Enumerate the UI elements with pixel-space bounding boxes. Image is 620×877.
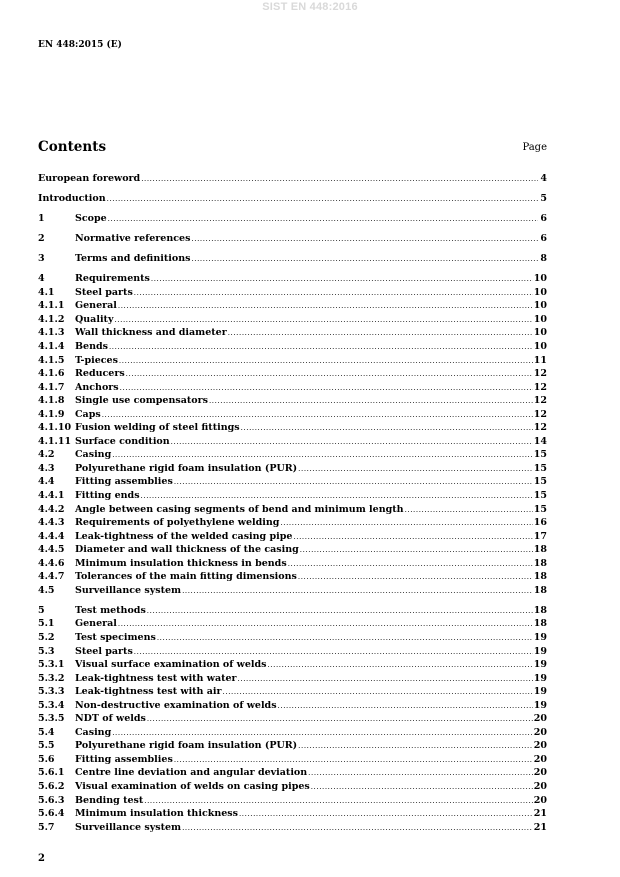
toc-dot-leader	[241, 422, 533, 436]
toc-entry-title: T-pieces	[75, 354, 118, 366]
toc-entry-number: 4.4.6	[38, 557, 65, 569]
toc-dot-leader	[182, 822, 533, 836]
toc-entry-number: 5.6.3	[38, 794, 65, 806]
toc-entry-number: 4.1.6	[38, 368, 65, 380]
toc-entry-number: 4.4.4	[38, 530, 65, 542]
toc-dot-leader	[174, 754, 533, 768]
toc-dot-leader	[134, 646, 533, 660]
toc-dot-leader	[308, 767, 533, 781]
toc-dot-leader	[278, 700, 533, 714]
toc-entry-number: 1	[38, 213, 45, 225]
toc-entry[interactable]	[38, 516, 547, 530]
toc-entry-title: NDT of welds	[75, 713, 146, 725]
toc-entry-title: Minimum insulation thickness in bends	[75, 557, 287, 569]
toc-dot-leader	[405, 504, 533, 518]
toc-entry-title: Casing	[75, 726, 112, 738]
toc-dot-leader	[191, 253, 538, 267]
toc-dot-leader	[144, 795, 533, 809]
toc-entry-page: 21	[533, 821, 547, 833]
toc-dot-leader	[147, 713, 533, 727]
toc-entry-number: 2	[38, 233, 45, 245]
toc-dot-leader	[171, 436, 533, 450]
table-of-contents	[38, 172, 547, 834]
toc-entry[interactable]	[38, 272, 547, 286]
toc-entry-page: 10	[533, 340, 547, 352]
toc-entry[interactable]	[38, 672, 547, 686]
toc-entry-number: 5.3.1	[38, 659, 65, 671]
toc-entry[interactable]	[38, 212, 547, 226]
toc-entry-title: Test methods	[75, 604, 146, 616]
toc-entry-number: 3	[38, 253, 45, 265]
toc-entry-title: Angle between casing segments of bend and minimum length	[75, 503, 404, 515]
toc-entry-title: Casing	[75, 449, 112, 461]
toc-entry-page: 19	[533, 672, 547, 684]
toc-entry[interactable]	[38, 645, 547, 659]
toc-entry-page: 12	[533, 395, 547, 407]
toc-dot-leader	[134, 287, 533, 301]
toc-entry-page: 4	[540, 173, 547, 184]
toc-entry-title: Surveillance system	[75, 821, 182, 833]
toc-entry[interactable]	[38, 699, 547, 713]
toc-dot-leader	[118, 618, 533, 632]
toc-entry[interactable]	[38, 570, 547, 584]
toc-entry-number: 4.1.9	[38, 408, 65, 420]
toc-entry-title: Polyurethane rigid foam insulation (PUR)	[75, 740, 298, 752]
toc-dot-leader	[118, 300, 533, 314]
toc-entry[interactable]	[38, 739, 547, 753]
toc-entry[interactable]	[38, 192, 547, 206]
toc-entry[interactable]	[38, 766, 547, 780]
toc-entry[interactable]	[38, 658, 547, 672]
toc-entry-title: Leak-tightness test with air	[75, 686, 222, 698]
toc-entry-number: 5.2	[38, 631, 55, 643]
toc-entry-number: 4.1.5	[38, 354, 65, 366]
toc-entry-page: 15	[533, 503, 547, 515]
toc-entry-page: 10	[533, 313, 547, 325]
toc-entry-page: 18	[533, 604, 547, 616]
toc-entry-title: Single use compensators	[75, 395, 208, 407]
toc-entry-title: General	[75, 618, 117, 630]
toc-entry[interactable]	[38, 726, 547, 740]
toc-entry[interactable]	[38, 631, 547, 645]
toc-entry-title: Leak-tightness test with water	[75, 672, 237, 684]
toc-dot-leader	[238, 673, 533, 687]
toc-dot-leader	[267, 659, 532, 673]
toc-dot-leader	[228, 327, 533, 341]
toc-entry-title: Non-destructive examination of welds	[75, 699, 277, 711]
toc-entry[interactable]	[38, 408, 547, 422]
toc-entry-page: 19	[533, 659, 547, 671]
toc-entry-title: Leak-tightness of the welded casing pipe	[75, 530, 293, 542]
toc-entry-page: 14	[533, 435, 547, 447]
toc-entry-number: 4.4.7	[38, 571, 65, 583]
toc-dot-leader	[157, 632, 533, 646]
toc-entry-title: Terms and definitions	[75, 253, 191, 265]
toc-entry-title: Scope	[75, 213, 107, 225]
toc-dot-leader	[298, 571, 533, 585]
toc-entry-page: 18	[533, 618, 547, 630]
toc-entry-title: Introduction	[38, 193, 106, 205]
toc-entry[interactable]	[38, 394, 547, 408]
toc-entry-number: 4.1.2	[38, 313, 65, 325]
toc-entry-page: 6	[540, 213, 547, 225]
toc-entry-page: 20	[533, 753, 547, 765]
toc-entry-title: Centre line deviation and angular deviation	[75, 767, 308, 779]
toc-entry-page: 10	[533, 273, 547, 285]
toc-entry-page: 15	[533, 476, 547, 488]
toc-entry-number: 5	[38, 604, 45, 616]
toc-dot-leader	[141, 490, 533, 504]
toc-entry-page: 15	[533, 462, 547, 474]
toc-dot-leader	[102, 409, 533, 423]
toc-entry-page: 5	[540, 193, 547, 205]
toc-dot-leader	[141, 173, 538, 187]
toc-entry-title: Visual surface examination of welds	[75, 659, 267, 671]
toc-entry-title: Normative references	[75, 233, 191, 245]
toc-entry-page: 12	[533, 368, 547, 380]
toc-entry-page: 11	[533, 354, 547, 366]
toc-entry-number: 5.3.5	[38, 713, 65, 725]
toc-entry-title: Fitting ends	[75, 489, 140, 501]
toc-dot-leader	[191, 233, 538, 247]
toc-entry-page: 10	[533, 300, 547, 312]
toc-entry[interactable]	[38, 584, 547, 598]
toc-entry-page: 16	[533, 517, 547, 529]
toc-entry-number: 5.3.2	[38, 672, 65, 684]
toc-entry-page: 18	[533, 584, 547, 596]
toc-entry-number: 5.1	[38, 618, 55, 630]
toc-entry[interactable]	[38, 557, 547, 571]
toc-entry-number: 5.5	[38, 740, 55, 752]
toc-entry-page: 20	[533, 780, 547, 792]
toc-entry[interactable]	[38, 530, 547, 544]
toc-entry-number: 4.1.11	[38, 435, 72, 447]
toc-entry-number: 4.1.10	[38, 422, 72, 434]
toc-dot-leader	[174, 476, 533, 490]
toc-entry-title: General	[75, 300, 117, 312]
toc-entry-title: Reducers	[75, 368, 125, 380]
toc-entry-title: Tolerances of the main fitting dimensions	[75, 571, 297, 583]
toc-entry-page: 12	[533, 422, 547, 434]
toc-entry-page: 6	[540, 233, 547, 245]
toc-entry-title: Caps	[75, 408, 101, 420]
toc-dot-leader	[288, 558, 533, 572]
toc-entry-title: Anchors	[75, 381, 119, 393]
toc-entry[interactable]	[38, 604, 547, 618]
toc-entry-title: Visual examination of welds on casing pipes	[75, 780, 310, 792]
toc-entry[interactable]	[38, 232, 547, 246]
toc-entry-number: 5.3.3	[38, 686, 65, 698]
toc-entry[interactable]	[38, 753, 547, 767]
toc-entry-page: 12	[533, 408, 547, 420]
toc-entry-title: Steel parts	[75, 645, 133, 657]
toc-entry-number: 4.1.4	[38, 340, 65, 352]
toc-entry-title: Bends	[75, 340, 108, 352]
toc-dot-leader	[280, 517, 532, 531]
toc-entry-title: Minimum insulation thickness	[75, 808, 238, 820]
toc-dot-leader	[293, 531, 532, 545]
toc-entry[interactable]	[38, 462, 547, 476]
toc-entry-number: 5.6	[38, 753, 55, 765]
toc-entry[interactable]	[38, 780, 547, 794]
toc-entry-number: 4.1.3	[38, 327, 65, 339]
toc-entry-page: 20	[533, 794, 547, 806]
toc-entry-title: Polyurethane rigid foam insulation (PUR)	[75, 462, 298, 474]
toc-entry-title: Requirements	[75, 273, 150, 285]
toc-dot-leader	[311, 781, 533, 795]
page-column-label: Page	[522, 142, 547, 153]
toc-entry-number: 5.4	[38, 726, 55, 738]
toc-entry-page: 12	[533, 381, 547, 393]
toc-entry[interactable]	[38, 435, 547, 449]
toc-entry-page: 15	[533, 449, 547, 461]
toc-dot-leader	[126, 368, 533, 382]
toc-entry[interactable]	[38, 807, 547, 821]
toc-entry-title: Bending test	[75, 794, 144, 806]
toc-dot-leader	[223, 686, 533, 700]
toc-dot-leader	[119, 355, 533, 369]
toc-entry[interactable]	[38, 475, 547, 489]
toc-entry-number: 4.1	[38, 286, 55, 298]
toc-entry-title: Fusion welding of steel fittings	[75, 422, 240, 434]
toc-entry-page: 8	[540, 253, 547, 265]
toc-dot-leader	[112, 449, 533, 463]
page-number: 2	[38, 853, 45, 864]
toc-entry-page: 20	[533, 713, 547, 725]
toc-entry-title: Fitting assemblies	[75, 476, 173, 488]
toc-entry[interactable]	[38, 299, 547, 313]
toc-entry[interactable]	[38, 381, 547, 395]
toc-entry-page: 20	[533, 726, 547, 738]
toc-entry[interactable]	[38, 712, 547, 726]
toc-dot-leader	[298, 463, 533, 477]
toc-dot-leader	[239, 808, 533, 822]
toc-entry-number: 5.6.1	[38, 767, 65, 779]
toc-entry-number: 5.6.4	[38, 808, 65, 820]
toc-entry-number: 5.6.2	[38, 780, 65, 792]
toc-dot-leader	[298, 740, 533, 754]
toc-entry[interactable]	[38, 172, 547, 186]
toc-entry[interactable]	[38, 286, 547, 300]
contents-heading: Contents	[38, 139, 107, 155]
toc-entry[interactable]	[38, 367, 547, 381]
toc-entry-page: 18	[533, 571, 547, 583]
toc-entry-title: Diameter and wall thickness of the casing	[75, 544, 299, 556]
toc-entry-number: 4.4	[38, 476, 55, 488]
toc-entry-page: 20	[533, 767, 547, 779]
toc-entry-page: 18	[533, 544, 547, 556]
toc-entry-number: 4.1.1	[38, 300, 65, 312]
toc-entry[interactable]	[38, 503, 547, 517]
toc-entry[interactable]	[38, 448, 547, 462]
toc-dot-leader	[209, 395, 533, 409]
toc-dot-leader	[109, 341, 533, 355]
toc-entry[interactable]	[38, 313, 547, 327]
toc-entry-title: Quality	[75, 313, 114, 325]
toc-entry[interactable]	[38, 617, 547, 631]
toc-entry-page: 20	[533, 740, 547, 752]
toc-dot-leader	[114, 314, 532, 328]
toc-entry-page: 18	[533, 557, 547, 569]
toc-entry-number: 4.4.5	[38, 544, 65, 556]
toc-entry[interactable]	[38, 543, 547, 557]
document-id: EN 448:2015 (E)	[38, 40, 122, 50]
toc-dot-leader	[151, 273, 533, 287]
toc-entry[interactable]	[38, 821, 547, 835]
toc-entry[interactable]	[38, 794, 547, 808]
toc-entry-page: 10	[533, 286, 547, 298]
toc-dot-leader	[120, 382, 533, 396]
toc-entry-title: Fitting assemblies	[75, 753, 173, 765]
toc-entry[interactable]	[38, 340, 547, 354]
toc-entry-page: 15	[533, 489, 547, 501]
toc-entry-page: 19	[533, 631, 547, 643]
toc-entry-number: 4	[38, 273, 45, 285]
toc-entry-number: 4.4.1	[38, 489, 65, 501]
toc-entry-number: 4.4.3	[38, 517, 65, 529]
toc-entry-number: 4.5	[38, 584, 55, 596]
toc-entry-number: 5.7	[38, 821, 55, 833]
toc-dot-leader	[182, 585, 533, 599]
toc-entry[interactable]	[38, 489, 547, 503]
toc-dot-leader	[108, 213, 538, 227]
toc-entry-title: European foreword	[38, 173, 141, 184]
toc-entry[interactable]	[38, 354, 547, 368]
toc-entry-title: Surface condition	[75, 435, 170, 447]
toc-entry-page: 10	[533, 327, 547, 339]
toc-entry-number: 5.3.4	[38, 699, 65, 711]
toc-entry-page: 17	[533, 530, 547, 542]
toc-entry-title: Wall thickness and diameter	[75, 327, 227, 339]
toc-dot-leader	[147, 605, 533, 619]
toc-entry-page: 21	[533, 808, 547, 820]
toc-entry-title: Test specimens	[75, 631, 156, 643]
toc-entry[interactable]	[38, 326, 547, 340]
toc-dot-leader	[112, 727, 533, 741]
toc-entry-number: 4.1.7	[38, 381, 65, 393]
toc-entry-number: 4.1.8	[38, 395, 65, 407]
toc-dot-leader	[107, 193, 538, 207]
toc-entry-title: Surveillance system	[75, 584, 182, 596]
toc-entry-title: Steel parts	[75, 286, 133, 298]
toc-entry-number: 4.3	[38, 462, 55, 474]
toc-entry[interactable]	[38, 252, 547, 266]
toc-entry-number: 5.3	[38, 645, 55, 657]
toc-dot-leader	[300, 544, 533, 558]
toc-entry-title: Requirements of polyethylene welding	[75, 517, 280, 529]
watermark: SIST EN 448:2016	[262, 1, 358, 13]
toc-entry-page: 19	[533, 645, 547, 657]
toc-entry[interactable]	[38, 421, 547, 435]
toc-entry-page: 19	[533, 699, 547, 711]
toc-entry-page: 19	[533, 686, 547, 698]
toc-entry-number: 4.2	[38, 449, 55, 461]
toc-entry-number: 4.4.2	[38, 503, 65, 515]
toc-entry[interactable]	[38, 685, 547, 699]
